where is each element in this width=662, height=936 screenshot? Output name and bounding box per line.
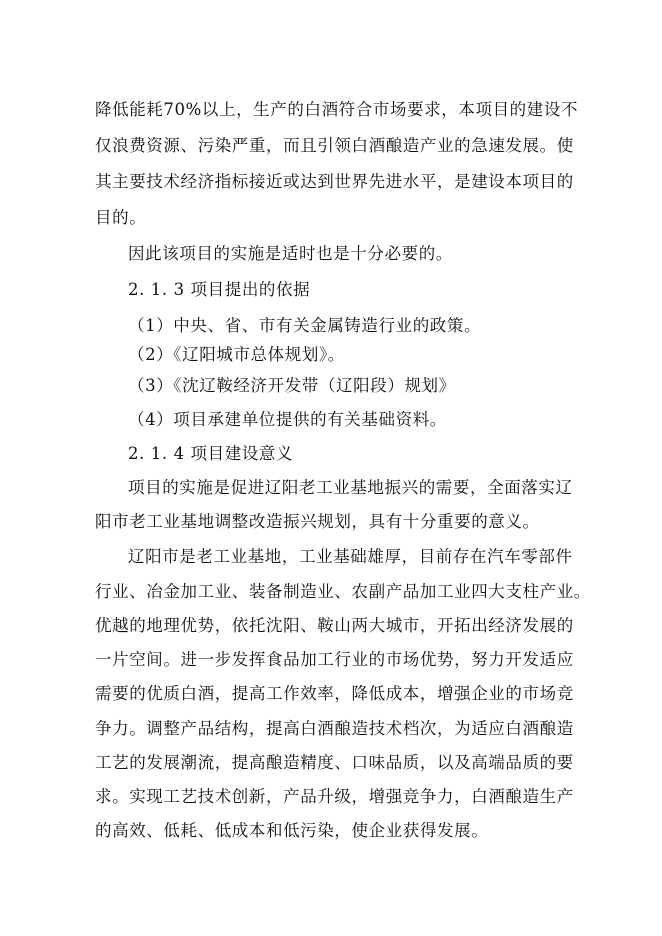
text-line-18: 需要的优质白酒，提高工作效率，降低成本，增强企业的市场竞: [95, 684, 574, 703]
text-line-12: 项目的实施是促进辽阳老工业基地振兴的需要，全面落实辽: [128, 478, 573, 497]
text-line-2: 仅浪费资源、污染严重，而且引领白酒酿造产业的急速发展。使: [95, 136, 574, 155]
basis-item-3: （3）《沈辽鞍经济开发带（辽阳段）规划》: [128, 376, 456, 395]
text-line-16: 优越的地理优势，依托沈阳、鞍山两大城市，开拓出经济发展的: [95, 616, 574, 635]
text-line-15: 行业、冶金加工业、装备制造业、农副产品加工业四大支柱产业。: [95, 582, 591, 601]
basis-item-1: （1）中央、省、市有关金属铸造行业的政策。: [128, 316, 482, 335]
text-line-4: 目的。: [95, 208, 147, 227]
text-line-20: 工艺的发展潮流，提高酿造精度、口味品质，以及高端品质的要: [95, 753, 574, 772]
text-line-13: 阳市老工业基地调整改造振兴规划，具有十分重要的意义。: [95, 512, 540, 531]
basis-item-4: （4）项目承建单位提供的有关基础资料。: [128, 410, 447, 429]
text-line-14: 辽阳市是老工业基地，工业基础雄厚，目前存在汽车零部件: [128, 547, 573, 566]
text-line-3: 其主要技术经济指标接近或达到世界先进水平，是建设本项目的: [95, 172, 574, 191]
text-line-1: 降低能耗70%以上，生产的白酒符合市场要求，本项目的建设不: [95, 100, 579, 119]
text-line-19: 争力。调整产品结构，提高白酒酿造技术档次，为适应白酒酿造: [95, 719, 574, 738]
text-line-17: 一片空间。进一步发挥食品加工行业的市场优势，努力开发适应: [95, 650, 574, 669]
text-line-5: 因此该项目的实施是适时也是十分必要的。: [128, 244, 453, 263]
text-line-21: 求。实现工艺技术创新，产品升级，增强竞争力，白酒酿造生产: [95, 787, 574, 806]
text-line-22: 的高效、低耗、低成本和低污染，使企业获得发展。: [95, 821, 489, 840]
section-heading-2-1-3: 2. 1. 3 项目提出的依据: [128, 280, 311, 299]
basis-item-2: （2）《辽阳城市总体规划》。: [128, 345, 345, 364]
section-heading-2-1-4: 2. 1. 4 项目建设意义: [128, 444, 294, 463]
